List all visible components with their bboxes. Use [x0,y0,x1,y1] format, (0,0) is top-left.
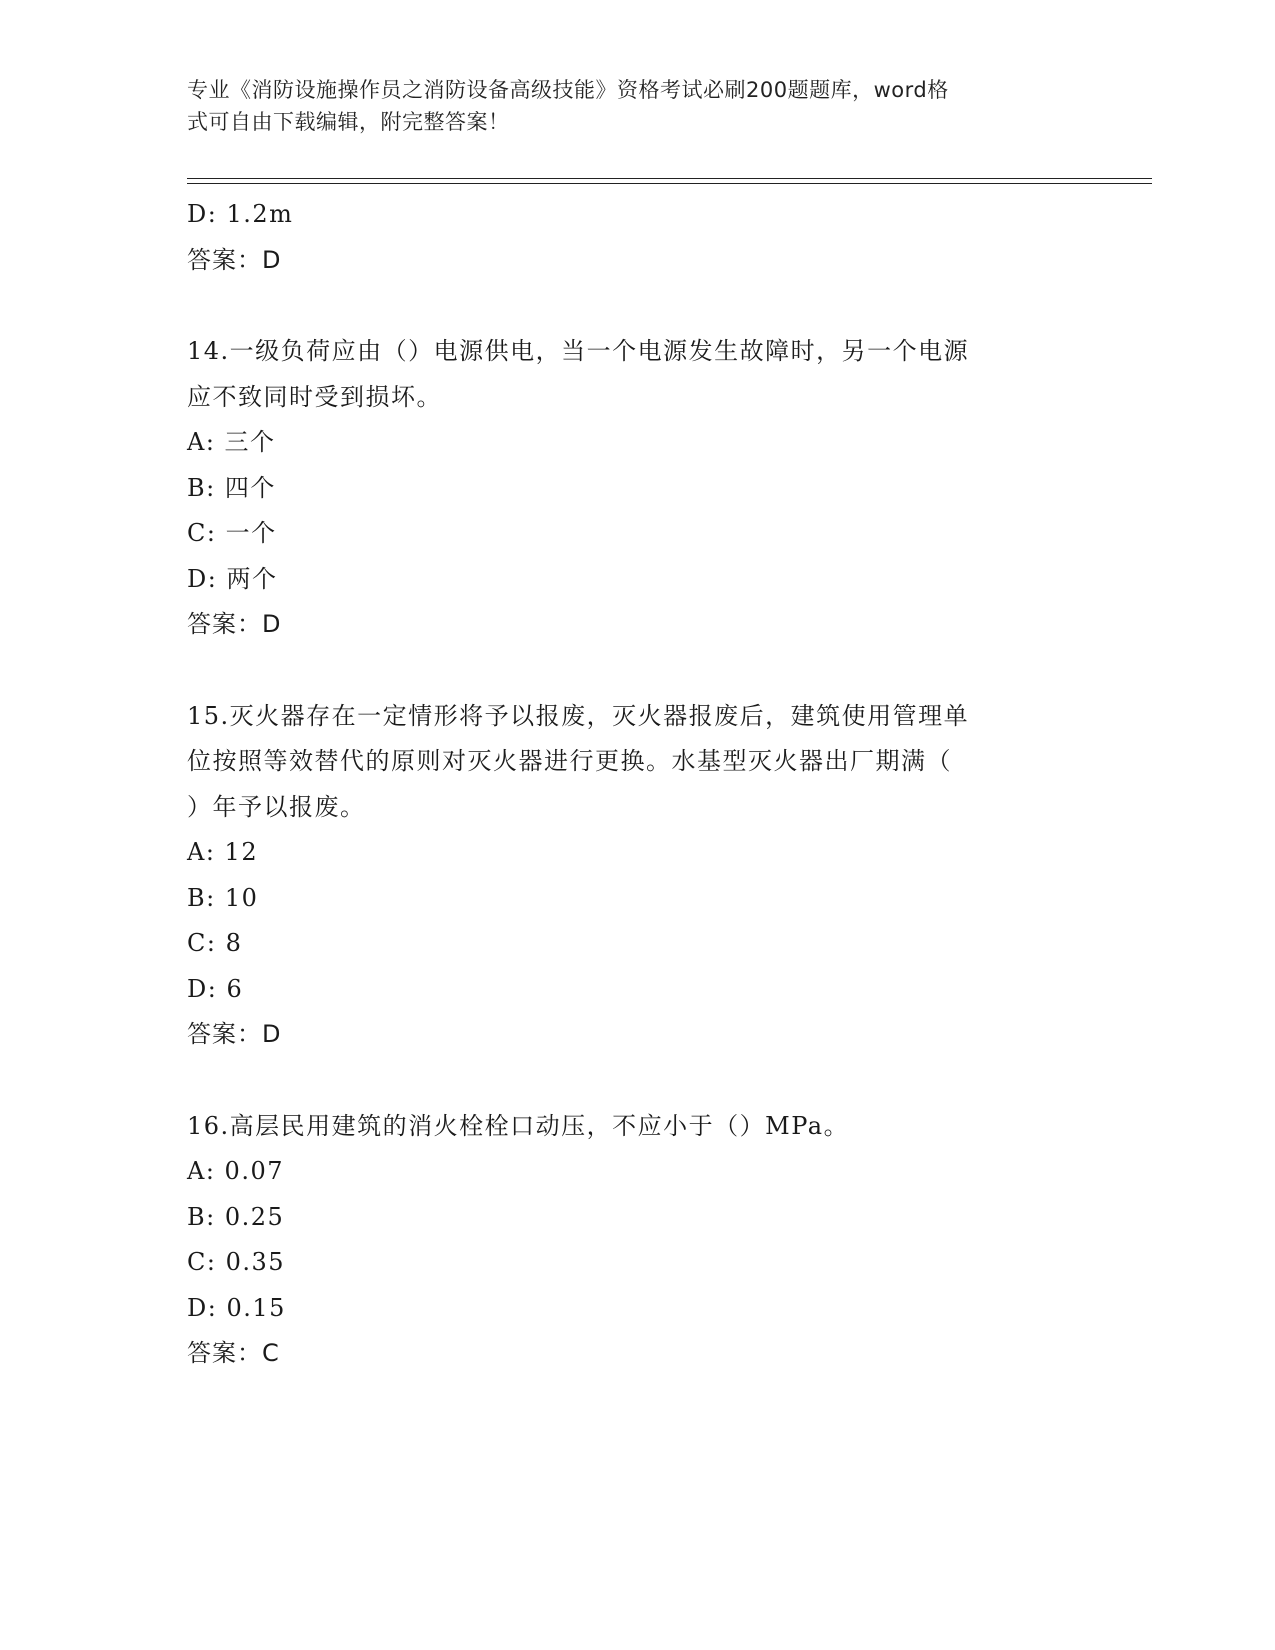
spacer [187,648,1087,694]
question-stem-line: 14.一级负荷应由（）电源供电，当一个电源发生故障时，另一个电源 [187,337,970,365]
question-stem-line: 应不致同时受到损坏。 [187,382,442,411]
option-c: C: 8 [187,929,243,957]
option-b: B: 四个 [187,473,276,502]
document-header [187,74,1067,138]
option-a: A: 三个 [187,428,276,456]
option-b: B: 10 [187,883,259,912]
spacer [187,283,1087,329]
option-a: A: 0.07 [187,1157,284,1185]
option-d: D: 6 [187,974,244,1003]
option-c: C: 一个 [187,519,277,547]
option-d: D: 两个 [187,564,278,593]
option-a: A: 12 [187,838,259,866]
question-stem-line: 位按照等效替代的原则对灭火器进行更换。水基型灭火器出厂期满（ [187,747,952,775]
spacer [187,1058,1087,1104]
question-15 [187,694,1087,1058]
option-b: B: 0.25 [187,1202,285,1231]
question-content [187,192,1087,1377]
header-divider-bottom [187,183,1152,184]
answer: 答案：D [187,1020,282,1048]
question-stem-line: 16.高层民用建筑的消火栓栓口动压，不应小于（）MPa。 [187,1111,850,1140]
header-line-2: 式可自由下载编辑，附完整答案！ [187,110,510,134]
option-c: C: 0.35 [187,1248,286,1276]
question-16 [187,1104,1087,1377]
question-14 [187,329,1087,648]
header-line-1: 专业《消防设施操作员之消防设备高级技能》资格考试必刷200题题库，word格 [187,78,949,102]
answer: 答案：C [187,1339,280,1367]
prev-option-d: D: 1.2m [187,200,294,228]
header-divider-top [187,178,1152,179]
answer: 答案：D [187,610,282,638]
option-d: D: 0.15 [187,1293,286,1322]
prev-answer: 答案：D [187,245,282,274]
question-stem-line: 15.灭火器存在一定情形将予以报废，灭火器报废后，建筑使用管理单 [187,701,970,730]
question-stem-line: ）年予以报废。 [187,792,366,821]
